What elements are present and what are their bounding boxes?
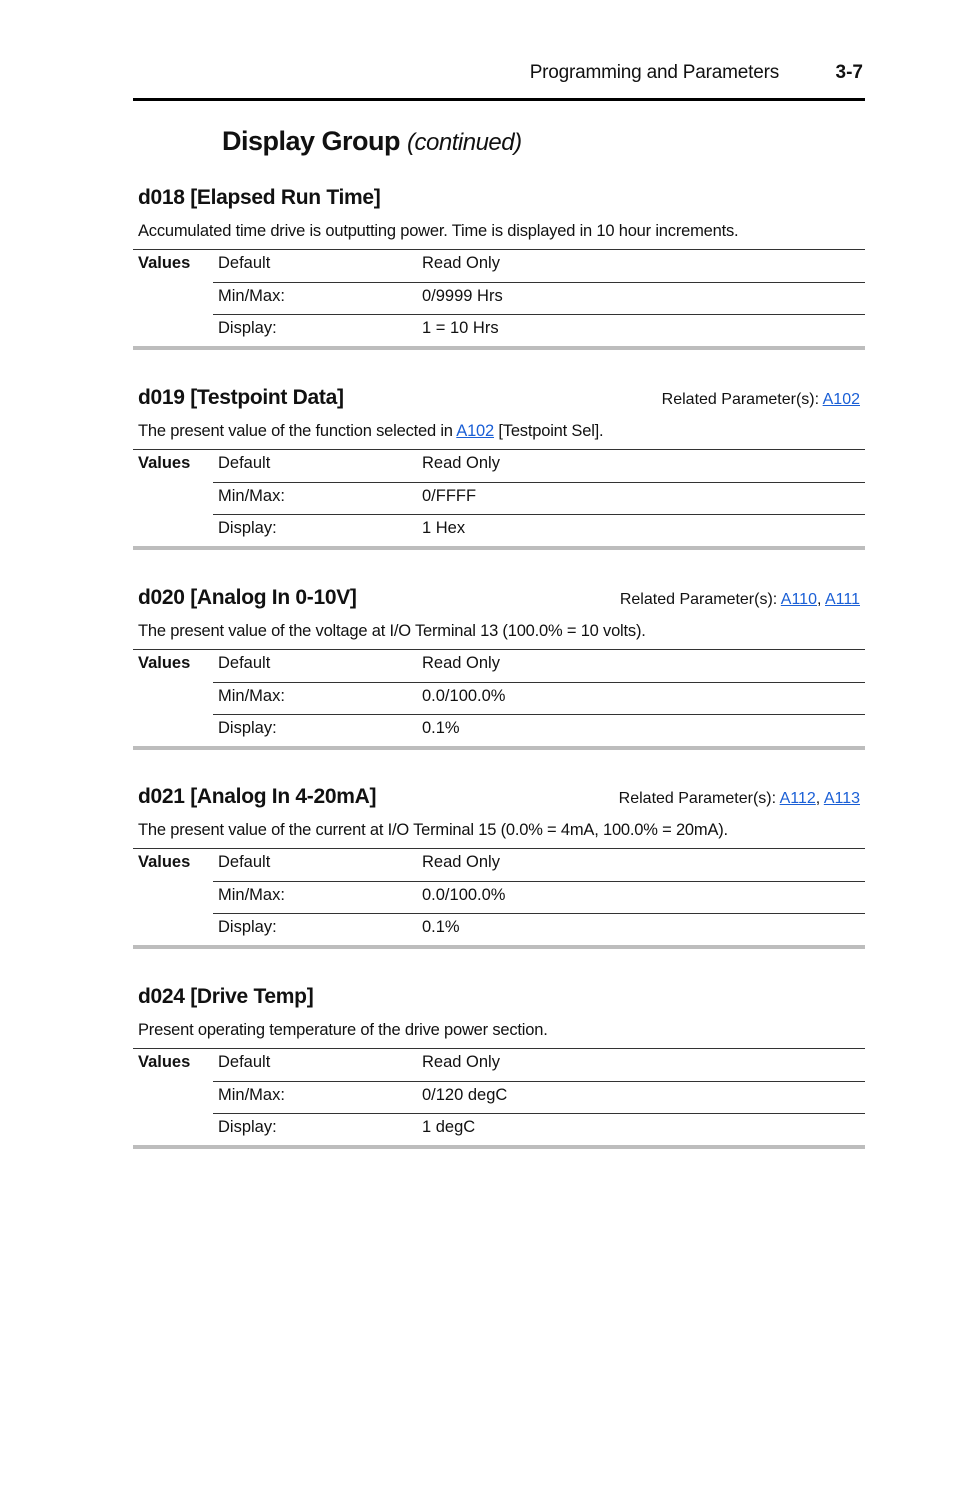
header-section-name: Programming and Parameters: [529, 62, 779, 83]
table-row: [213, 1049, 865, 1080]
row-value: 0.0/100.0%: [422, 886, 506, 904]
desc-text: [Testpoint Sel].: [494, 422, 604, 440]
param-title: d020 [Analog In 0-10V]: [138, 586, 357, 609]
row-value: Read Only: [422, 654, 500, 672]
table-row: [213, 650, 865, 681]
group-title: [222, 126, 522, 157]
related-label: Related Parameter(s):: [618, 790, 777, 807]
row-key: Display:: [218, 1118, 277, 1136]
row-key: Min/Max:: [218, 1086, 285, 1104]
row-key: Min/Max:: [218, 886, 285, 904]
row-key: Min/Max:: [218, 687, 285, 705]
table-row: [213, 682, 865, 714]
param-description: Present operating temperature of the drive power section.: [138, 1021, 548, 1039]
row-value: 0.0/100.0%: [422, 687, 506, 705]
row-key: Display:: [218, 719, 277, 737]
param-description: Accumulated time drive is outputting power. Time is displayed in 10 hour increments.: [138, 222, 739, 240]
values-label: Values: [138, 853, 191, 871]
row-value: Read Only: [422, 1053, 500, 1071]
table-row: [213, 849, 865, 880]
row-value: 0.1%: [422, 719, 460, 737]
values-label: Values: [138, 1053, 191, 1071]
related-link-a112[interactable]: A112: [779, 790, 816, 807]
values-table: [133, 249, 865, 350]
row-value: 0/120 degC: [422, 1086, 508, 1104]
row-value: 1 Hex: [422, 519, 466, 537]
table-row: [213, 881, 865, 913]
row-key: Default: [218, 254, 271, 272]
param-description: [138, 422, 603, 441]
row-key: Default: [218, 853, 271, 871]
table-row: [213, 250, 865, 281]
table-row: [213, 1113, 865, 1145]
row-value: Read Only: [422, 454, 500, 472]
table-row: [213, 282, 865, 314]
table-row: [213, 482, 865, 514]
param-description: The present value of the current at I/O Terminal 15 (0.0% = 4mA, 100.0% = 20mA).: [138, 821, 728, 839]
values-label: Values: [138, 254, 191, 272]
desc-link-a102[interactable]: A102: [456, 422, 495, 440]
row-value: 0/9999 Hrs: [422, 287, 503, 305]
table-row: [213, 913, 865, 945]
values-table: [133, 1048, 865, 1149]
row-key: Min/Max:: [218, 487, 285, 505]
row-value: 0/FFFF: [422, 487, 477, 505]
row-key: Min/Max:: [218, 287, 285, 305]
table-row: [213, 450, 865, 481]
related-link-a113[interactable]: A113: [823, 790, 860, 807]
row-key: Default: [218, 454, 271, 472]
row-value: 1 = 10 Hrs: [422, 319, 499, 337]
row-value: Read Only: [422, 853, 500, 871]
row-key: Default: [218, 1053, 271, 1071]
page-header: [133, 60, 865, 101]
related-link-a111[interactable]: A111: [825, 591, 860, 608]
row-value: 1 degC: [422, 1118, 476, 1136]
related-link-a102[interactable]: A102: [822, 391, 860, 408]
param-title: d018 [Elapsed Run Time]: [138, 186, 381, 209]
row-value: 0.1%: [422, 918, 460, 936]
related-label: Related Parameter(s):: [661, 391, 820, 408]
group-title-text: Display Group: [222, 126, 401, 156]
desc-text: The present value of the function selected in: [138, 422, 457, 440]
values-label: Values: [138, 654, 191, 672]
related-link-a110[interactable]: A110: [780, 591, 817, 608]
param-description: The present value of the voltage at I/O Terminal 13 (100.0% = 10 volts).: [138, 622, 646, 640]
values-table: [133, 449, 865, 550]
row-key: Display:: [218, 918, 277, 936]
page-number: 3-7: [835, 62, 863, 83]
row-key: Default: [218, 654, 271, 672]
param-title: d021 [Analog In 4-20mA]: [138, 785, 377, 808]
values-label: Values: [138, 454, 191, 472]
related-parameters: Related Parameter(s): A110, A111: [619, 591, 860, 608]
row-key: Display:: [218, 319, 277, 337]
table-row: [213, 514, 865, 546]
related-label: Related Parameter(s):: [619, 591, 778, 608]
table-row: [213, 714, 865, 746]
row-key: Display:: [218, 519, 277, 537]
values-table: [133, 848, 865, 949]
table-row: [213, 1081, 865, 1113]
values-table: [133, 649, 865, 750]
table-row: [213, 314, 865, 346]
param-title: d024 [Drive Temp]: [138, 985, 314, 1008]
group-continued: (continued): [407, 129, 522, 156]
row-value: Read Only: [422, 254, 500, 272]
related-parameters: [662, 391, 860, 409]
related-parameters: Related Parameter(s): A112, A113: [618, 790, 860, 807]
param-title: d019 [Testpoint Data]: [138, 386, 344, 409]
